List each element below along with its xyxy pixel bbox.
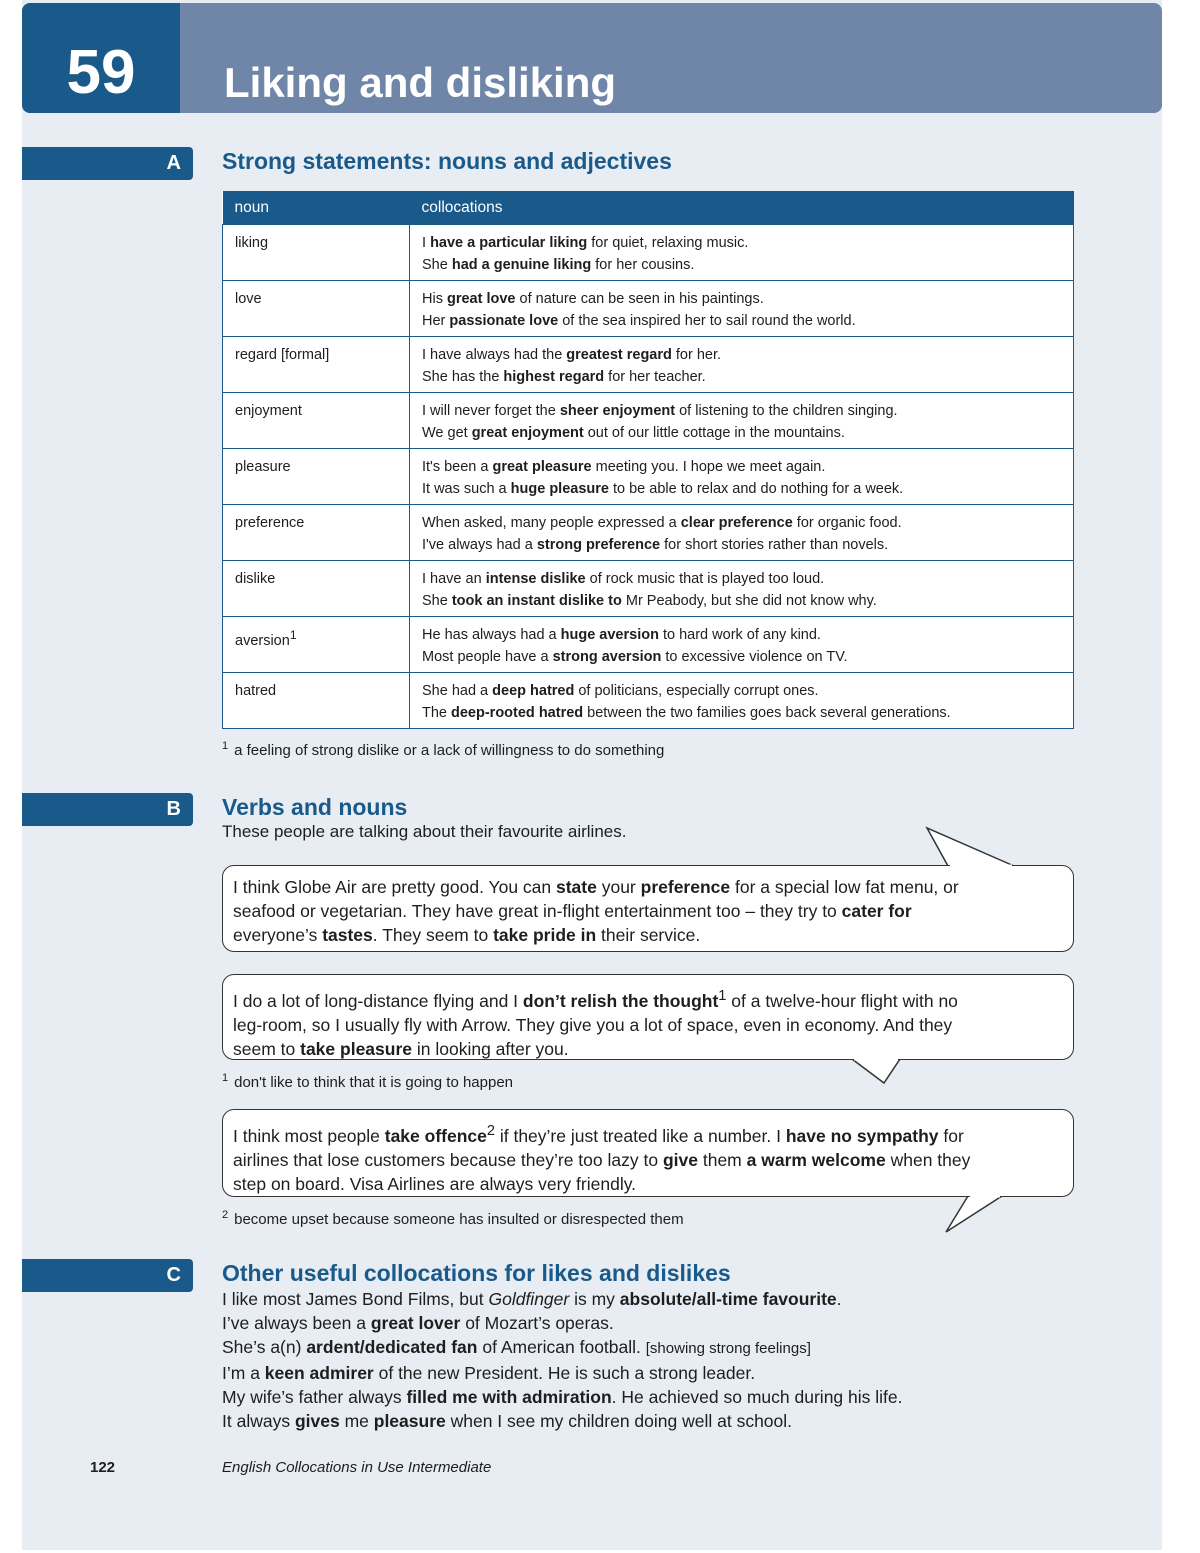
bubble-line bbox=[233, 875, 1063, 899]
bubble-line bbox=[233, 923, 1063, 947]
text-segment: in looking after you. bbox=[412, 1038, 569, 1059]
text-segment: . He achieved so much during his life. bbox=[611, 1387, 903, 1407]
text-segment: She has the bbox=[422, 369, 504, 385]
text-segment: . bbox=[836, 1289, 842, 1309]
collocation-highlight: intense dislike bbox=[485, 571, 586, 587]
text-segment: for bbox=[938, 1125, 964, 1146]
collocation-highlight: tastes bbox=[322, 925, 373, 945]
text-segment: when I see my children doing well at school. bbox=[445, 1411, 793, 1431]
text-segment: It was such a bbox=[422, 481, 511, 497]
noun-text: love bbox=[235, 291, 262, 307]
text-segment: of American football. bbox=[477, 1337, 646, 1357]
collocation-highlight: preference bbox=[640, 877, 731, 897]
speech-bubble-visa-airlines bbox=[222, 1109, 1074, 1197]
text-segment: for short stories rather than novels. bbox=[660, 537, 889, 553]
example-sentence bbox=[222, 1385, 902, 1409]
text-segment: I like most James Bond Films, but bbox=[222, 1289, 489, 1309]
footnote-text: a feeling of strong dislike or a lack of willingness to do something bbox=[234, 742, 665, 759]
text-segment: for her. bbox=[671, 347, 722, 363]
text-segment: Goldfinger bbox=[488, 1289, 570, 1309]
text-segment: to excessive violence on TV. bbox=[661, 649, 848, 665]
collocation-highlight: have no sympathy bbox=[785, 1125, 939, 1146]
text-segment: everyone’s bbox=[233, 925, 323, 945]
collocation-highlight: huge aversion bbox=[560, 627, 659, 643]
text-segment: I think most people bbox=[233, 1125, 385, 1146]
collocation-highlight: took an instant dislike to bbox=[451, 593, 622, 609]
noun-text: enjoyment bbox=[235, 403, 302, 419]
text-segment: seem to bbox=[233, 1038, 301, 1059]
noun-text: regard [formal] bbox=[235, 347, 330, 363]
text-segment: I have always had the bbox=[422, 347, 567, 363]
text-segment: seafood or vegetarian. They have great in-flight entertainment too – they try to bbox=[233, 901, 842, 921]
text-segment: She’s a(n) bbox=[222, 1337, 307, 1357]
text-segment: is my bbox=[569, 1289, 620, 1309]
collocation-highlight: clear preference bbox=[680, 515, 793, 531]
speech-bubble-arrow bbox=[222, 974, 1074, 1060]
text-segment: I will never forget the bbox=[422, 403, 560, 419]
noun-text: preference bbox=[235, 515, 305, 531]
text-segment: We get bbox=[422, 425, 472, 441]
text-segment: The bbox=[422, 705, 452, 721]
text-segment: It's been a bbox=[422, 459, 493, 475]
text-segment: of listening to the children singing. bbox=[675, 403, 898, 419]
text-segment: I do a lot of long-distance flying and I bbox=[233, 990, 523, 1011]
text-segment: for her teacher. bbox=[604, 369, 706, 385]
column-header-collocations: collocations bbox=[410, 191, 1074, 225]
example-sentence bbox=[222, 1311, 902, 1335]
bubble-2-tail bbox=[852, 1059, 900, 1083]
text-segment: of Mozart’s operas. bbox=[460, 1313, 614, 1333]
text-segment: I’m a bbox=[222, 1363, 265, 1383]
bubble-line bbox=[233, 984, 1063, 1013]
noun-text: aversion bbox=[235, 632, 290, 649]
collocation-highlight: don’t relish the thought bbox=[522, 990, 719, 1011]
noun-text: liking bbox=[235, 235, 269, 251]
footnote-marker: 2 bbox=[486, 1123, 495, 1139]
collocation-highlight: cater for bbox=[841, 901, 912, 921]
collocation-highlight: keen admirer bbox=[264, 1363, 374, 1383]
text-segment: to hard work of any kind. bbox=[658, 627, 821, 643]
collocation-highlight: highest regard bbox=[503, 369, 605, 385]
bubble-line bbox=[233, 1119, 1063, 1148]
collocation-highlight: ardent/dedicated fan bbox=[306, 1337, 478, 1357]
footnote-text: don't like to think that it is going to happen bbox=[234, 1074, 514, 1091]
section-b-title: Verbs and nouns bbox=[222, 794, 408, 820]
collocation-highlight: filled me with admiration bbox=[406, 1387, 612, 1407]
collocation-highlight: state bbox=[556, 877, 597, 897]
text-segment: . They seem to bbox=[372, 925, 494, 945]
bubble-line bbox=[233, 899, 1063, 923]
example-sentence bbox=[222, 1409, 902, 1433]
section-c-title: Other useful collocations for likes and dislikes bbox=[222, 1260, 731, 1286]
collocation-highlight: great pleasure bbox=[492, 459, 592, 475]
collocation-highlight: passionate love bbox=[449, 313, 559, 329]
noun-text: hatred bbox=[235, 683, 277, 699]
bubble-3-tail bbox=[946, 1196, 1002, 1232]
text-segment: for quiet, relaxing music. bbox=[587, 235, 749, 251]
collocation-highlight: greatest regard bbox=[566, 347, 672, 363]
collocation-highlight: deep-rooted hatred bbox=[451, 705, 584, 721]
column-header-noun: noun bbox=[223, 191, 410, 225]
text-segment: to be able to relax and do nothing for a week. bbox=[608, 481, 904, 497]
collocation-highlight: give bbox=[662, 1149, 698, 1170]
footnote-number: 2 bbox=[222, 1209, 229, 1221]
example-sentence bbox=[222, 1287, 902, 1311]
text-segment: of rock music that is played too loud. bbox=[585, 571, 825, 587]
book-title: English Collocations in Use Intermediate bbox=[222, 1459, 492, 1476]
collocation-highlight: had a genuine liking bbox=[451, 257, 592, 273]
text-segment: if they’re just treated like a number. I bbox=[494, 1125, 786, 1146]
text-segment: leg-room, so I usually fly with Arrow. They give you a lot of space, even in economy. And they bbox=[233, 1014, 953, 1035]
text-segment: of nature can be seen in his paintings. bbox=[515, 291, 764, 307]
section-a-letter: A bbox=[166, 152, 181, 174]
unit-title: Liking and disliking bbox=[224, 59, 617, 106]
bubble-line bbox=[233, 1172, 1063, 1196]
bubble-line bbox=[233, 1037, 1063, 1061]
collocation-highlight: great lover bbox=[370, 1313, 461, 1333]
collocation-highlight: take offence bbox=[384, 1125, 487, 1146]
text-segment: It always bbox=[222, 1411, 295, 1431]
text-segment: them bbox=[697, 1149, 747, 1170]
bubble-line bbox=[233, 1148, 1063, 1172]
collocation-highlight: absolute/all-time favourite bbox=[619, 1289, 837, 1309]
section-b-footnote-1 bbox=[222, 1072, 513, 1091]
collocation-highlight: take pleasure bbox=[300, 1038, 412, 1059]
text-segment: me bbox=[339, 1411, 374, 1431]
section-b-intro: These people are talking about their favourite airlines. bbox=[222, 822, 627, 841]
text-segment: Most people have a bbox=[422, 649, 553, 665]
text-segment: I've always had a bbox=[422, 537, 537, 553]
text-segment: I’ve always been a bbox=[222, 1313, 371, 1333]
footnote-number: 1 bbox=[222, 740, 229, 752]
footnote-marker: 1 bbox=[718, 988, 727, 1004]
collocation-highlight: huge pleasure bbox=[510, 481, 609, 497]
example-sentence bbox=[222, 1361, 902, 1385]
text-segment: She had a bbox=[422, 683, 493, 699]
section-c-letter: C bbox=[166, 1264, 181, 1286]
unit-number: 59 bbox=[66, 38, 136, 107]
section-a-title: Strong statements: nouns and adjectives bbox=[222, 148, 672, 174]
noun-text: dislike bbox=[235, 571, 276, 587]
collocation-highlight: great love bbox=[446, 291, 516, 307]
text-segment: Mr Peabody, but she did not know why. bbox=[621, 593, 877, 609]
text-segment: when they bbox=[885, 1149, 971, 1170]
collocation-highlight: strong aversion bbox=[552, 649, 662, 665]
text-segment: for organic food. bbox=[792, 515, 902, 531]
bubble-line bbox=[233, 1013, 1063, 1037]
text-segment: for her cousins. bbox=[591, 257, 695, 273]
collocation-highlight: deep hatred bbox=[492, 683, 575, 699]
footnote-number: 1 bbox=[222, 1072, 229, 1084]
section-b-footnote-2 bbox=[222, 1209, 684, 1228]
footnote-marker: 1 bbox=[289, 628, 297, 642]
page-number: 122 bbox=[90, 1459, 116, 1476]
collocation-highlight: a warm welcome bbox=[746, 1149, 886, 1170]
text-segment: He has always had a bbox=[422, 627, 561, 643]
text-segment: of politicians, especially corrupt ones. bbox=[574, 683, 819, 699]
text-segment: their service. bbox=[596, 925, 701, 945]
text-segment: for a special low fat menu, or bbox=[730, 877, 959, 897]
collocation-highlight: pleasure bbox=[373, 1411, 446, 1431]
bubble-1-tail bbox=[927, 828, 1014, 866]
text-segment: out of our little cottage in the mountains. bbox=[583, 425, 845, 441]
text-segment: [showing strong feelings] bbox=[645, 1340, 811, 1357]
speech-bubble-globe-air bbox=[222, 865, 1074, 952]
text-segment: Her bbox=[422, 313, 450, 329]
text-segment: step on board. Visa Airlines are always very friendly. bbox=[233, 1173, 637, 1194]
text-segment: When asked, many people expressed a bbox=[422, 515, 681, 531]
text-segment: His bbox=[422, 291, 447, 307]
example-sentence bbox=[222, 1335, 902, 1361]
collocation-highlight: gives bbox=[294, 1411, 340, 1431]
section-c-tab bbox=[22, 1259, 193, 1292]
text-segment: I think Globe Air are pretty good. You can bbox=[233, 877, 556, 897]
collocation-highlight: great enjoyment bbox=[471, 425, 584, 441]
text-segment: airlines that lose customers because they’re too lazy to bbox=[233, 1149, 663, 1170]
text-segment: meeting you. I hope we meet again. bbox=[591, 459, 826, 475]
text-segment: of the new President. He is such a strong leader. bbox=[373, 1363, 756, 1383]
text-segment: She bbox=[422, 257, 452, 273]
collocation-highlight: have a particular liking bbox=[430, 235, 588, 251]
text-segment: between the two families goes back several generations. bbox=[583, 705, 951, 721]
text-segment: of a twelve-hour flight with no bbox=[726, 990, 958, 1011]
text-segment: I bbox=[422, 235, 431, 251]
section-b-letter: B bbox=[166, 798, 181, 820]
collocation-highlight: strong preference bbox=[536, 537, 661, 553]
text-segment: your bbox=[596, 877, 641, 897]
noun-text: pleasure bbox=[235, 459, 291, 475]
collocation-highlight: sheer enjoyment bbox=[559, 403, 676, 419]
text-segment: She bbox=[422, 593, 452, 609]
section-c-examples bbox=[222, 1287, 902, 1433]
text-segment: I have an bbox=[422, 571, 486, 587]
collocation-highlight: take pride in bbox=[493, 925, 597, 945]
text-segment: of the sea inspired her to sail round the world. bbox=[558, 313, 856, 329]
text-segment: My wife’s father always bbox=[222, 1387, 407, 1407]
footnote-text: become upset because someone has insulted or disrespected them bbox=[234, 1211, 684, 1228]
